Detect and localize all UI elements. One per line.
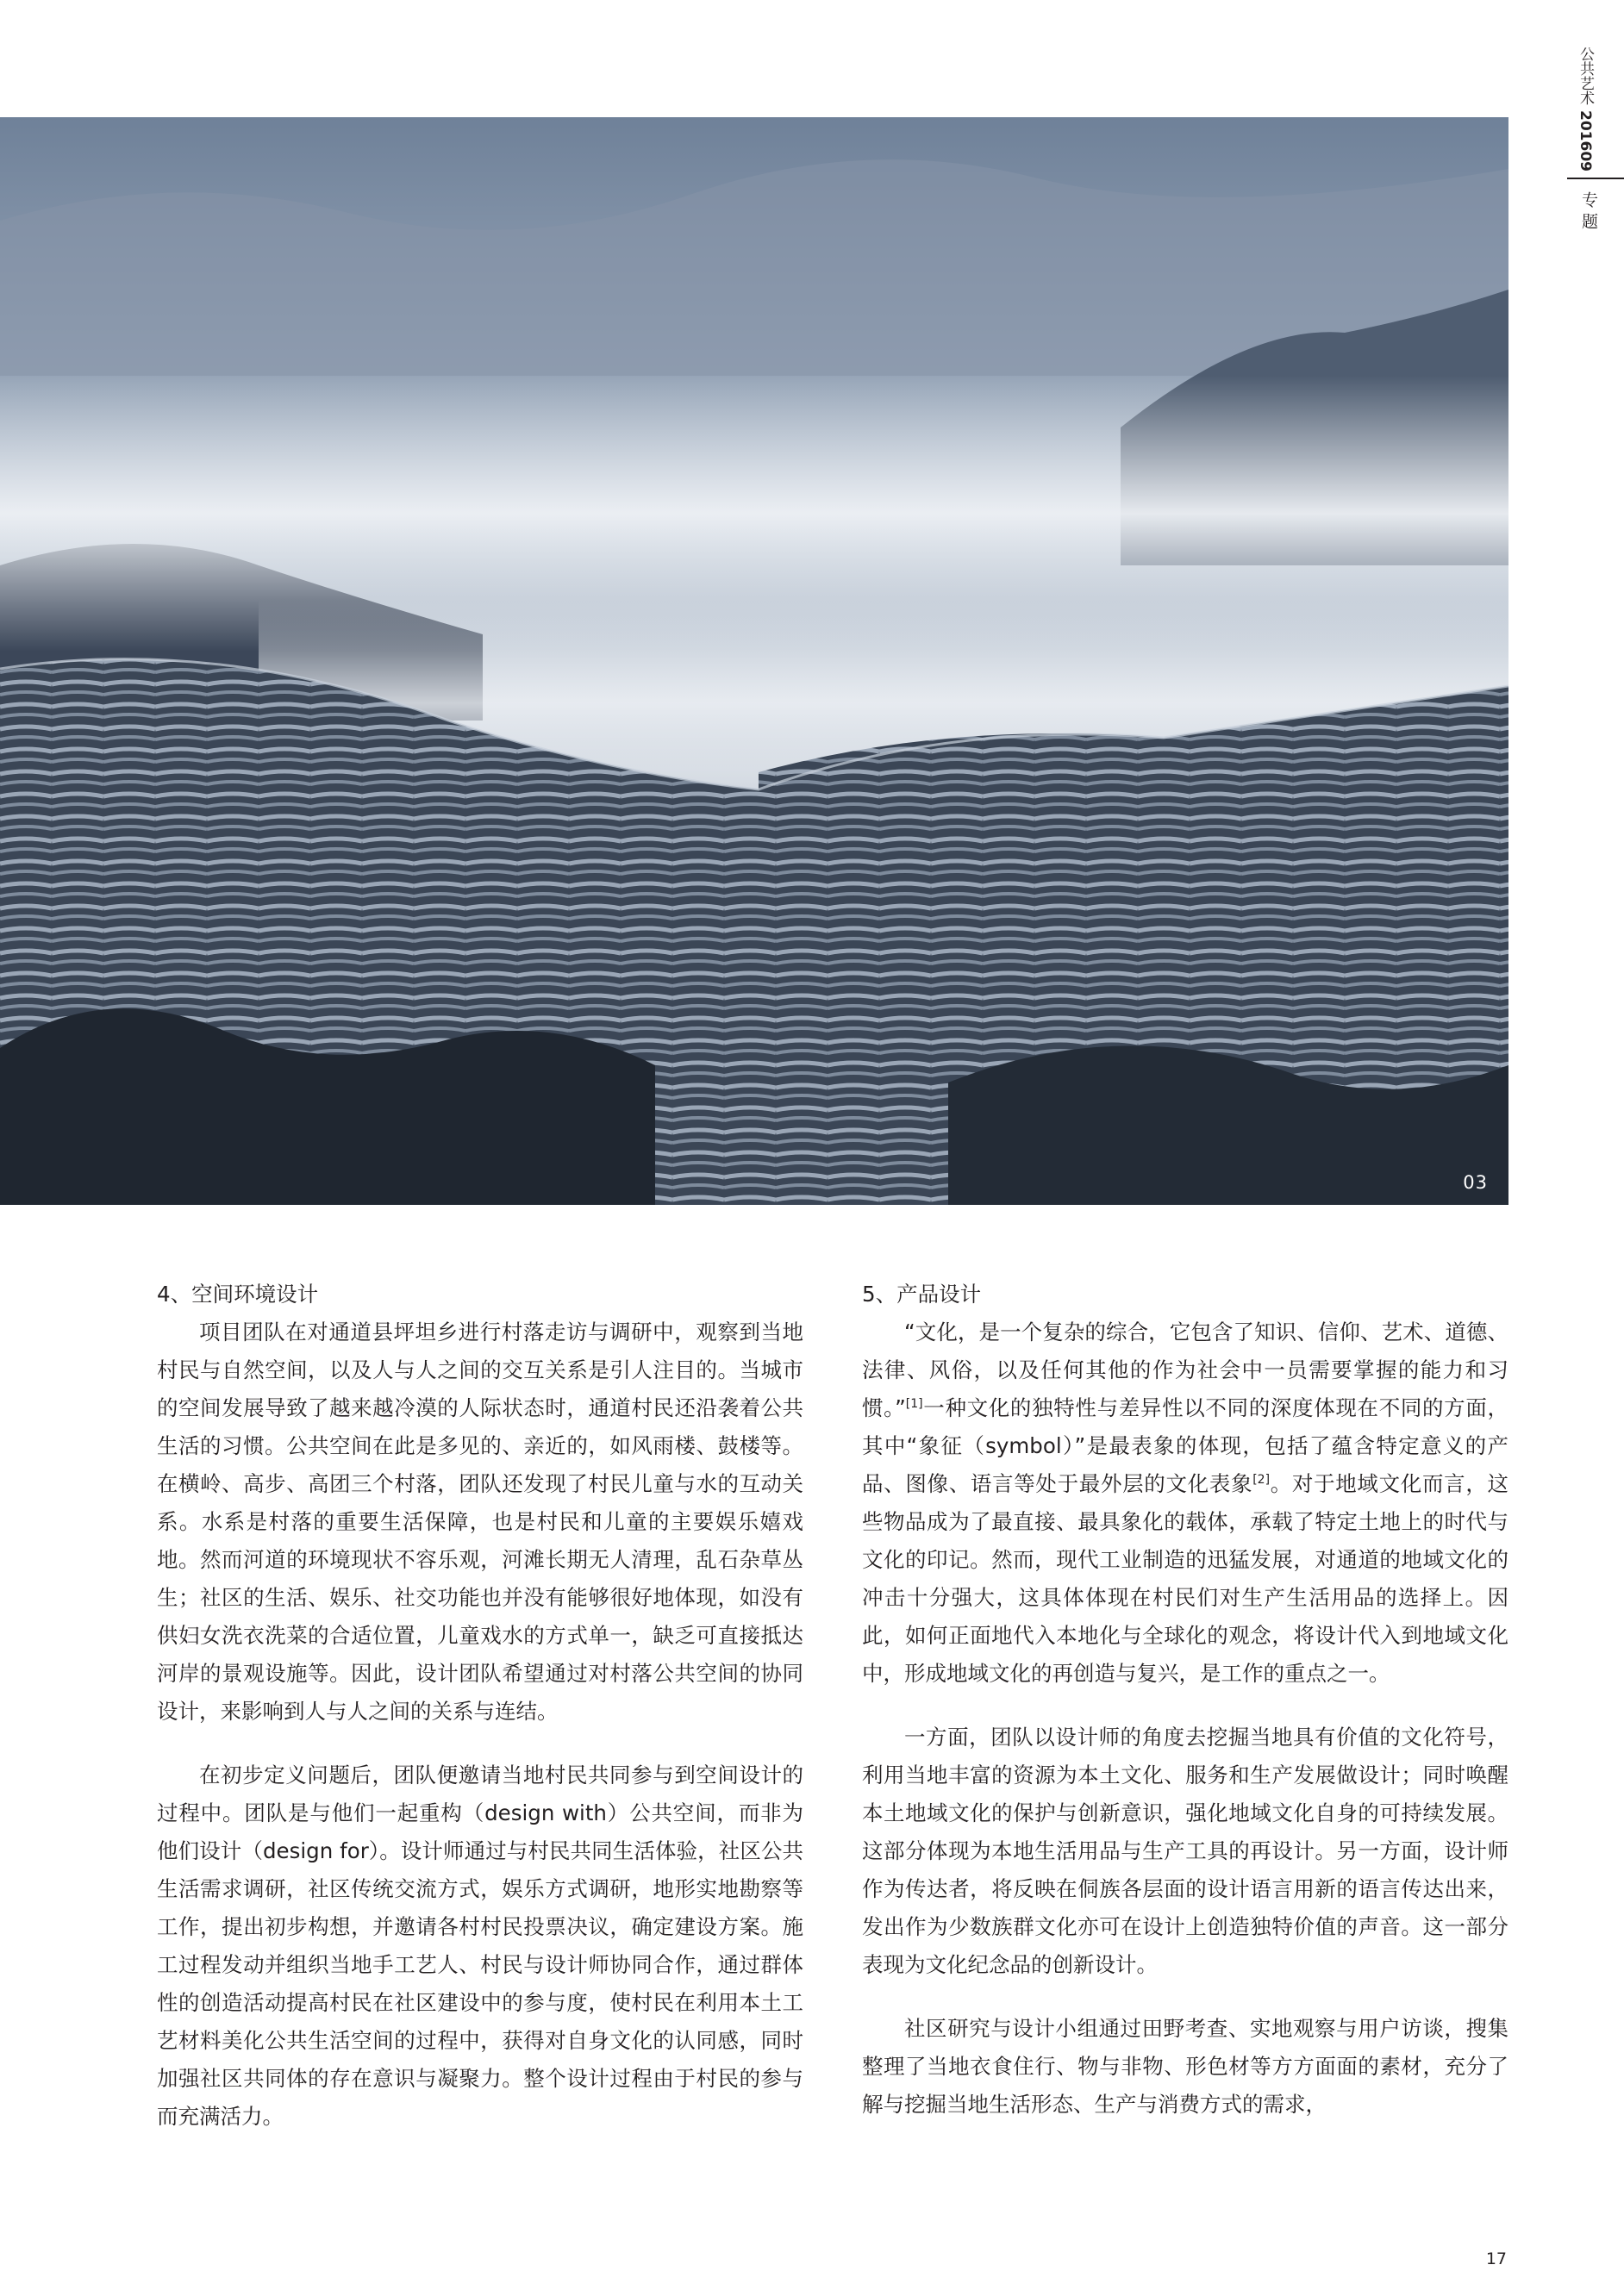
citation-marker[interactable]: [1] — [905, 1396, 923, 1411]
body-paragraph: 在初步定义问题后，团队便邀请当地村民共同参与到空间设计的过程中。团队是与他们一起重构（design with）公共空间，而非为他们设计（design for）。设计师通过与村民共同生活体验，社区公共生活需求调研，社区传统交流方式，娱乐方式调研，地形实地勘察等工作，提出初步构想，并邀请各村村民投票决议，确定建设方案。施工过程发动并组织当地手工艺人、村民与设计师协同合作，通过群体性的创造活动提高村民在社区建设中的参与度，使村民在利用本土工艺材料美化公共生活空间的过程中，获得对自身文化的认同感，同时加强社区共同体的存在意识与凝聚力。整个设计过程由于村民的参与而充满活力。 — [157, 1763, 803, 2129]
running-head — [1576, 47, 1595, 172]
body-paragraph: 社区研究与设计小组通过田野考查、实地观察与用户访谈，搜集整理了当地衣食住行、物与非物、形色材等方方面面的素材，充分了解与挖掘当地生活形态、生产与消费方式的需求， — [862, 2016, 1508, 2117]
journal-name: 公共艺术 — [1577, 47, 1594, 105]
left-column — [157, 1276, 803, 2136]
paragraph-text: “文化，是一个复杂的综合，它包含了知识、信仰、艺术、道德、法律、风俗，以及任何其他的作为社会中一员需要掌握的能力和习惯。” — [862, 1320, 1508, 1420]
page-number: 17 — [1485, 2249, 1507, 2268]
section-label: 专题 — [1579, 191, 1598, 234]
running-head-rule — [1567, 178, 1624, 179]
section-heading-product-design: 5、产品设计 — [862, 1282, 982, 1307]
body-paragraph-with-citations — [862, 1313, 1508, 1693]
body-paragraph: 一方面，团队以设计师的角度去挖掘当地具有价值的文化符号，利用当地丰富的资源为本土文化、服务和生产发展做设计；同时唤醒本土地域文化的保护与创新意识，强化地域文化自身的可持续发展。这部分体现为本地生活用品与生产工具的再设计。另一方面，设计师作为传达者，将反映在侗族各层面的设计语言用新的语言传达出来，发出作为少数族群文化亦可在设计上创造独特价值的声音。这一部分表现为文化纪念品的创新设计。 — [862, 1725, 1508, 1977]
paragraph-text: 。对于地域文化而言，这些物品成为了最直接、最具象化的载体，承载了特定土地上的时代与文化的印记。然而，现代工业制造的迅猛发展，对通道的地域文化的冲击十分强大，这具体体现在村民们对生产生活用品的选择上。因此，如何正面地代入本地化与全球化的观念，将设计代入到地域文化中，形成地域文化的再创造与复兴，是工作的重点之一。 — [862, 1471, 1509, 1686]
landscape-photo — [0, 117, 1508, 1205]
issue-number: 201609 — [1577, 110, 1594, 172]
citation-marker[interactable]: [2] — [1252, 1472, 1271, 1487]
section-label-container — [1577, 191, 1596, 234]
rice-terrace-illustration — [0, 117, 1508, 1205]
body-paragraph: 项目团队在对通道县坪坦乡进行村落走访与调研中，观察到当地村民与自然空间，以及人与人之间的交互关系是引人注目的。当城市的空间发展导致了越来越冷漠的人际状态时，通道村民还沿袭着公共生活的习惯。公共空间在此是多见的、亲近的，如风雨楼、鼓楼等。在横岭、高步、高团三个村落，团队还发现了村民儿童与水的互动关系。水系是村落的重要生活保障，也是村民和儿童的主要娱乐嬉戏地。然而河道的环境现状不容乐观，河滩长期无人清理，乱石杂草丛生；社区的生活、娱乐、社交功能也并没有能够很好地体现，如没有供妇女洗衣洗菜的合适位置，儿童戏水的方式单一，缺乏可直接抵达河岸的景观设施等。因此，设计团队希望通过对村落公共空间的协同设计，来影响到人与人之间的关系与连结。 — [157, 1320, 803, 1724]
photo-number: 03 — [1463, 1172, 1488, 1193]
section-heading-spatial-design: 4、空间环境设计 — [157, 1282, 319, 1307]
paragraph-text: 一种文化的独特性与差异性以不同的深度体现在不同的方面，其中“象征（symbol）”是最表象的体现，包括了蕴含特定意义的产品、图像、语言等处于最外层的文化表象 — [862, 1395, 1509, 1496]
right-column — [862, 1276, 1508, 2124]
